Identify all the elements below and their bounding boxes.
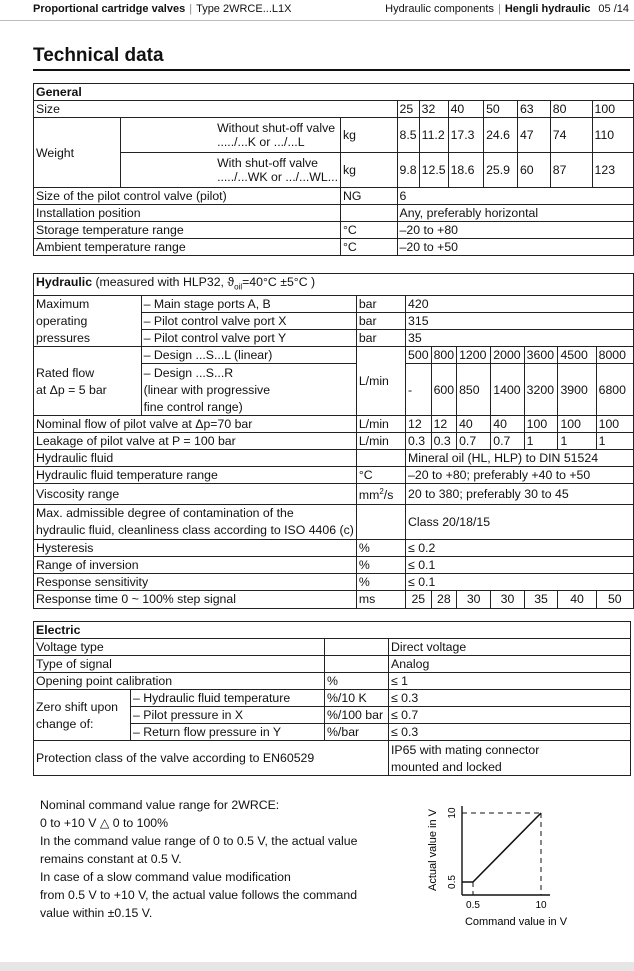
flow-cell: - (406, 364, 432, 416)
pressure-value: 315 (406, 313, 634, 330)
flow-cell: 1200 (457, 347, 491, 364)
weight-cell: 17.3 (448, 118, 484, 153)
note-line: In the command value range of 0 to 0.5 V, the actual value (40, 834, 358, 848)
footer-band (0, 962, 634, 971)
opening-unit: % (325, 673, 389, 690)
zero-shift-value: ≤ 0.7 (389, 707, 631, 724)
nominal-flow-label: Nominal flow of pilot valve at Δp=70 bar (34, 416, 357, 433)
flow-cell: 850 (457, 364, 491, 416)
general-table (33, 83, 634, 256)
header-type: Type 2WRCE...L1X (196, 3, 292, 15)
header-brand: Hengli hydraulic (504, 3, 591, 15)
response-time-label: Response time 0 ~ 100% step signal (34, 590, 357, 608)
fluid-label: Hydraulic fluid (34, 450, 357, 467)
viscosity-unit: $mm^2/s$ (356, 484, 405, 504)
response-cell: 30 (491, 590, 524, 608)
flow-cell: 500 (406, 347, 432, 364)
y-axis-label: Actual value in V (427, 809, 439, 891)
size-label: Size (34, 101, 398, 118)
command-actual-chart (420, 792, 620, 932)
page-header (0, 0, 634, 20)
weight-cell: 123 (592, 153, 633, 188)
design-progressive-label: – Design ...S...R (linear with progressive fine control range) (141, 364, 356, 416)
viscosity-value: 20 to 380; preferably 30 to 45 (406, 484, 634, 504)
zero-shift-item: – Return flow pressure in Y (131, 724, 325, 741)
fluid-temp-label: Hydraulic fluid temperature range (34, 467, 357, 484)
contamination-label: Max. admissible degree of contamination of the hydraulic fluid, cleanliness class according to ISO 4406 (c) (34, 504, 357, 539)
nominal-cell: 100 (524, 416, 558, 433)
response-cell: 25 (406, 590, 432, 608)
electric-table (33, 621, 631, 776)
weight-cell: 60 (517, 153, 550, 188)
weight-without-label: Without shut-off valve ...../...K or .../...L (121, 118, 341, 153)
title-underline (33, 69, 630, 71)
nominal-cell: 40 (491, 416, 524, 433)
inversion-label: Range of inversion (34, 556, 357, 573)
flow-cell: 8000 (596, 347, 633, 364)
weight-cell: 74 (550, 118, 592, 153)
sensitivity-label: Response sensitivity (34, 573, 357, 590)
fluid-value: Mineral oil (HL, HLP) to DIN 51524 (406, 450, 634, 467)
inversion-value: ≤ 0.1 (406, 556, 634, 573)
weight-cell: 47 (517, 118, 550, 153)
weight-with-label: With shut-off valve ...../...WK or .../...WL... (121, 153, 341, 188)
install-value: Any, preferably horizontal (397, 205, 633, 222)
header-category: Hydraulic components (385, 3, 494, 15)
nominal-flow-unit: L/min (356, 416, 405, 433)
fluid-temp-unit: °C (356, 467, 405, 484)
header-left: Proportional cartridge valves | Type 2WRCE...L1X (33, 3, 292, 15)
flow-cell: 3200 (524, 364, 558, 416)
voltage-value: Direct voltage (389, 639, 631, 656)
weight-cell: 24.6 (484, 118, 518, 153)
voltage-label: Voltage type (34, 639, 325, 656)
leakage-cell: 1 (524, 433, 558, 450)
zero-shift-value: ≤ 0.3 (389, 690, 631, 707)
hysteresis-label: Hysteresis (34, 539, 357, 556)
weight-unit: kg (341, 153, 398, 188)
x-axis-label: Command value in V (464, 916, 568, 928)
flow-cell: 2000 (491, 347, 524, 364)
nominal-cell: 12 (431, 416, 457, 433)
zero-shift-value: ≤ 0.3 (389, 724, 631, 741)
pressure-value: 35 (406, 330, 634, 347)
weight-unit: kg (341, 118, 398, 153)
note-line: remains constant at 0.5 V. (40, 852, 182, 866)
flow-cell: 800 (431, 347, 457, 364)
signal-label: Type of signal (34, 656, 325, 673)
max-pressure-label: Maximum operating pressures (34, 296, 142, 347)
nominal-cell: 40 (457, 416, 491, 433)
contamination-value: Class 20/18/15 (406, 504, 634, 539)
weight-label: Weight (34, 118, 121, 188)
zero-shift-unit: %/bar (325, 724, 389, 741)
note-line: 0 to +10 V △ 0 to 100% (40, 816, 169, 830)
zero-shift-unit: %/100 bar (325, 707, 389, 724)
note-line: value within ±0.15 V. (40, 906, 153, 920)
nominal-cell: 100 (558, 416, 596, 433)
nominal-cell: 100 (596, 416, 633, 433)
pressure-port-label: – Pilot control valve port X (141, 313, 356, 330)
opening-value: ≤ 1 (389, 673, 631, 690)
signal-value: Analog (389, 656, 631, 673)
flow-cell: 3600 (524, 347, 558, 364)
leakage-cell: 0.7 (491, 433, 524, 450)
note-line: from 0.5 V to +10 V, the actual value follows the command (40, 888, 358, 902)
size-cell: 40 (448, 101, 484, 118)
note-line: Nominal command value range for 2WRCE: (40, 798, 280, 812)
hysteresis-unit: % (356, 539, 405, 556)
flow-cell: 4500 (558, 347, 596, 364)
storage-unit: °C (341, 222, 398, 239)
pressure-port-label: – Pilot control valve port Y (141, 330, 356, 347)
x-tick-label: 0.5 (466, 900, 480, 911)
note-line: In case of a slow command value modification (40, 870, 291, 884)
pressure-unit: bar (356, 330, 405, 347)
hydraulic-table (33, 273, 634, 609)
size-cell: 100 (592, 101, 633, 118)
page-title: Technical data (33, 45, 164, 66)
zero-shift-item: – Pilot pressure in X (131, 707, 325, 724)
weight-cell: 87 (550, 153, 592, 188)
pilot-size-value: 6 (397, 188, 633, 205)
size-cell: 80 (550, 101, 592, 118)
response-cell: 28 (431, 590, 457, 608)
pressure-value: 420 (406, 296, 634, 313)
hydraulic-heading: Hydraulic (measured with HLP32, $ϑ_{oil}=40^\circ C \pm 5^\circ C$ ) (34, 274, 634, 296)
weight-cell: 8.5 (397, 118, 419, 153)
flow-cell: 600 (431, 364, 457, 416)
response-cell: 30 (457, 590, 491, 608)
viscosity-label: Viscosity range (34, 484, 357, 504)
flow-cell: 3900 (558, 364, 596, 416)
zero-shift-label: Zero shift upon change of: (34, 690, 131, 741)
weight-cell: 25.9 (484, 153, 518, 188)
response-cell: 50 (596, 590, 633, 608)
leakage-label: Leakage of pilot valve at P = 100 bar (34, 433, 357, 450)
pressure-unit: bar (356, 296, 405, 313)
weight-cell: 110 (592, 118, 633, 153)
rated-flow-label: Rated flow at Δp = 5 bar (34, 347, 142, 416)
general-heading: General (34, 84, 634, 101)
header-right: Hydraulic components | Hengli hydraulic 05 /14 (385, 3, 629, 15)
leakage-cell: 1 (558, 433, 596, 450)
pressure-port-label: – Main stage ports A, B (141, 296, 356, 313)
weight-cell: 18.6 (448, 153, 484, 188)
storage-label: Storage temperature range (34, 222, 341, 239)
y-tick-label: 0.5 (447, 875, 458, 889)
header-product: Proportional cartridge valves (33, 3, 186, 15)
protection-label: Protection class of the valve according to EN60529 (34, 741, 389, 776)
command-value-notes (40, 796, 357, 922)
protection-value: IP65 with mating connector mounted and locked (389, 741, 631, 776)
pilot-size-label: Size of the pilot control valve (pilot) (34, 188, 341, 205)
size-cell: 50 (484, 101, 518, 118)
nominal-cell: 12 (406, 416, 432, 433)
zero-shift-unit: %/10 K (325, 690, 389, 707)
sensitivity-unit: % (356, 573, 405, 590)
x-tick-label: 10 (535, 900, 547, 911)
leakage-cell: 0.7 (457, 433, 491, 450)
pilot-size-unit: NG (341, 188, 398, 205)
install-label: Installation position (34, 205, 341, 222)
ambient-value: –20 to +50 (397, 239, 633, 256)
size-cell: 32 (419, 101, 448, 118)
flow-cell: 1400 (491, 364, 524, 416)
header-divider (0, 20, 634, 21)
response-cell: 40 (558, 590, 596, 608)
size-cell: 63 (517, 101, 550, 118)
design-linear-label: – Design ...S...L (linear) (141, 347, 356, 364)
leakage-cell: 0.3 (406, 433, 432, 450)
flow-unit: L/min (356, 347, 405, 416)
y-tick-label: 10 (447, 807, 458, 819)
actual-value-line (462, 813, 541, 882)
hysteresis-value: ≤ 0.2 (406, 539, 634, 556)
ambient-label: Ambient temperature range (34, 239, 341, 256)
opening-label: Opening point calibration (34, 673, 325, 690)
weight-cell: 11.2 (419, 118, 448, 153)
electric-heading: Electric (34, 622, 631, 639)
sensitivity-value: ≤ 0.1 (406, 573, 634, 590)
flow-cell: 6800 (596, 364, 633, 416)
leakage-cell: 1 (596, 433, 633, 450)
response-cell: 35 (524, 590, 558, 608)
page-number: 05 /14 (598, 3, 629, 15)
leakage-cell: 0.3 (431, 433, 457, 450)
inversion-unit: % (356, 556, 405, 573)
fluid-temp-value: –20 to +80; preferably +40 to +50 (406, 467, 634, 484)
storage-value: –20 to +80 (397, 222, 633, 239)
pressure-unit: bar (356, 313, 405, 330)
zero-shift-item: – Hydraulic fluid temperature (131, 690, 325, 707)
size-cell: 25 (397, 101, 419, 118)
weight-cell: 9.8 (397, 153, 419, 188)
weight-cell: 12.5 (419, 153, 448, 188)
response-time-unit: ms (356, 590, 405, 608)
ambient-unit: °C (341, 239, 398, 256)
leakage-unit: L/min (356, 433, 405, 450)
